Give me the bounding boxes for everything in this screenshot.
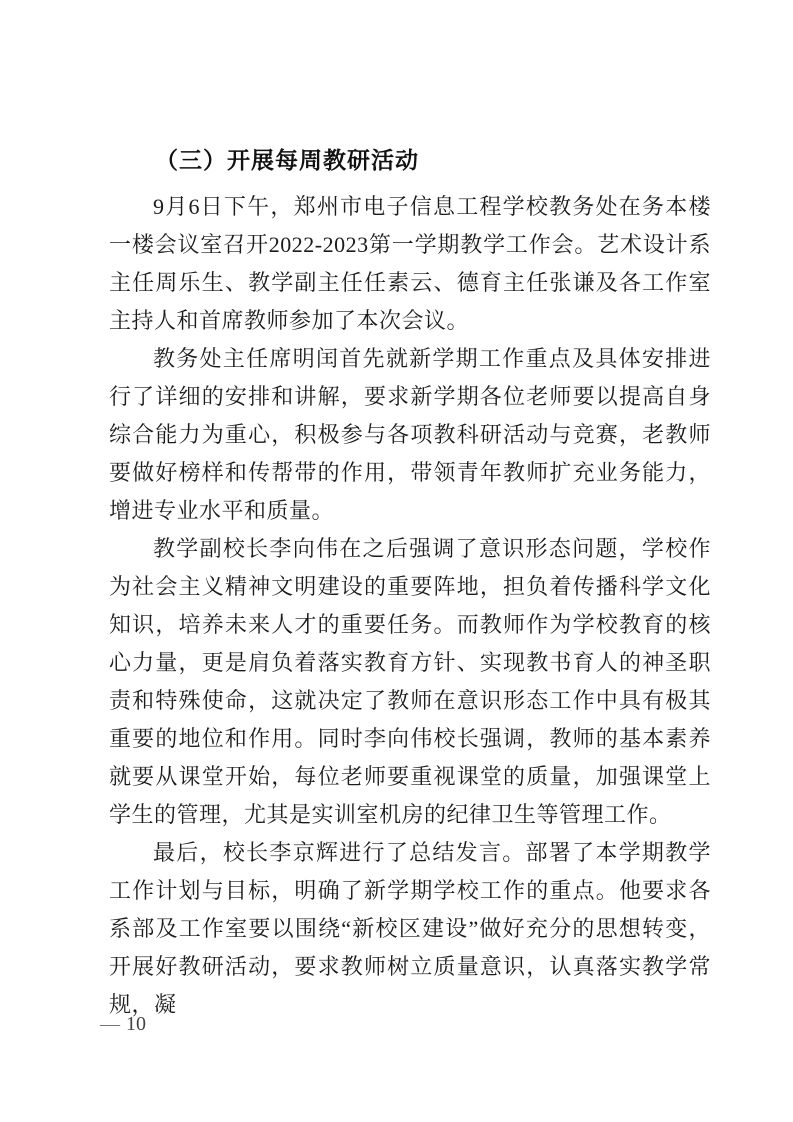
paragraph-principal-summary: 最后，校长李京辉进行了总结发言。部署了本学期教学工作计划与目标，明确了新学期学校工作的重点。他要求各系部及工作室要以围绕“新校区建设”做好充分的思想转变，开展好教研活动，要求教师树立质量意识，认真落实教学常规，凝 [109,840,711,1017]
page-footer [100,1012,146,1036]
document-content [109,142,711,1024]
paragraph-director-speech: 教务处主任席明闰首先就新学期工作重点及具体安排进行了详细的安排和讲解，要求新学期各位老师要以提高自身综合能力为重心，积极参与各项教科研活动与竞赛，老教师要做好榜样和传帮带的作用，带领青年教师扩充业务能力，增进专业水平和质量。 [109,346,711,523]
section-heading: （三）开展每周教研活动 [155,148,419,173]
paragraph-meeting-intro: 9月6日下午，郑州市电子信息工程学校教务处在务本楼一楼会议室召开2022-2023第一学期教学工作会。艺术设计系主任周乐生、教学副主任任素云、德育主任张谦及各工作室主持人和首席教师参加了本次会议。 [109,194,711,333]
page-number: 10 [126,1013,146,1035]
paragraph-vice-principal-speech: 教学副校长李向伟在之后强调了意识形态问题，学校作为社会主义精神文明建设的重要阵地，担负着传播科学文化知识，培养未来人才的重要任务。而教师作为学校教育的核心力量，更是肩负着落实教育方针、实现教书育人的神圣职责和特殊使命，这就决定了教师在意识形态工作中具有极其重要的地位和作用。同时李向伟校长强调，教师的基本素养就要从课堂开始，每位老师要重视课堂的质量，加强课堂上学生的管理，尤其是实训室机房的纪律卫生等管理工作。 [109,536,711,827]
page-number-dash: — [100,1013,120,1035]
